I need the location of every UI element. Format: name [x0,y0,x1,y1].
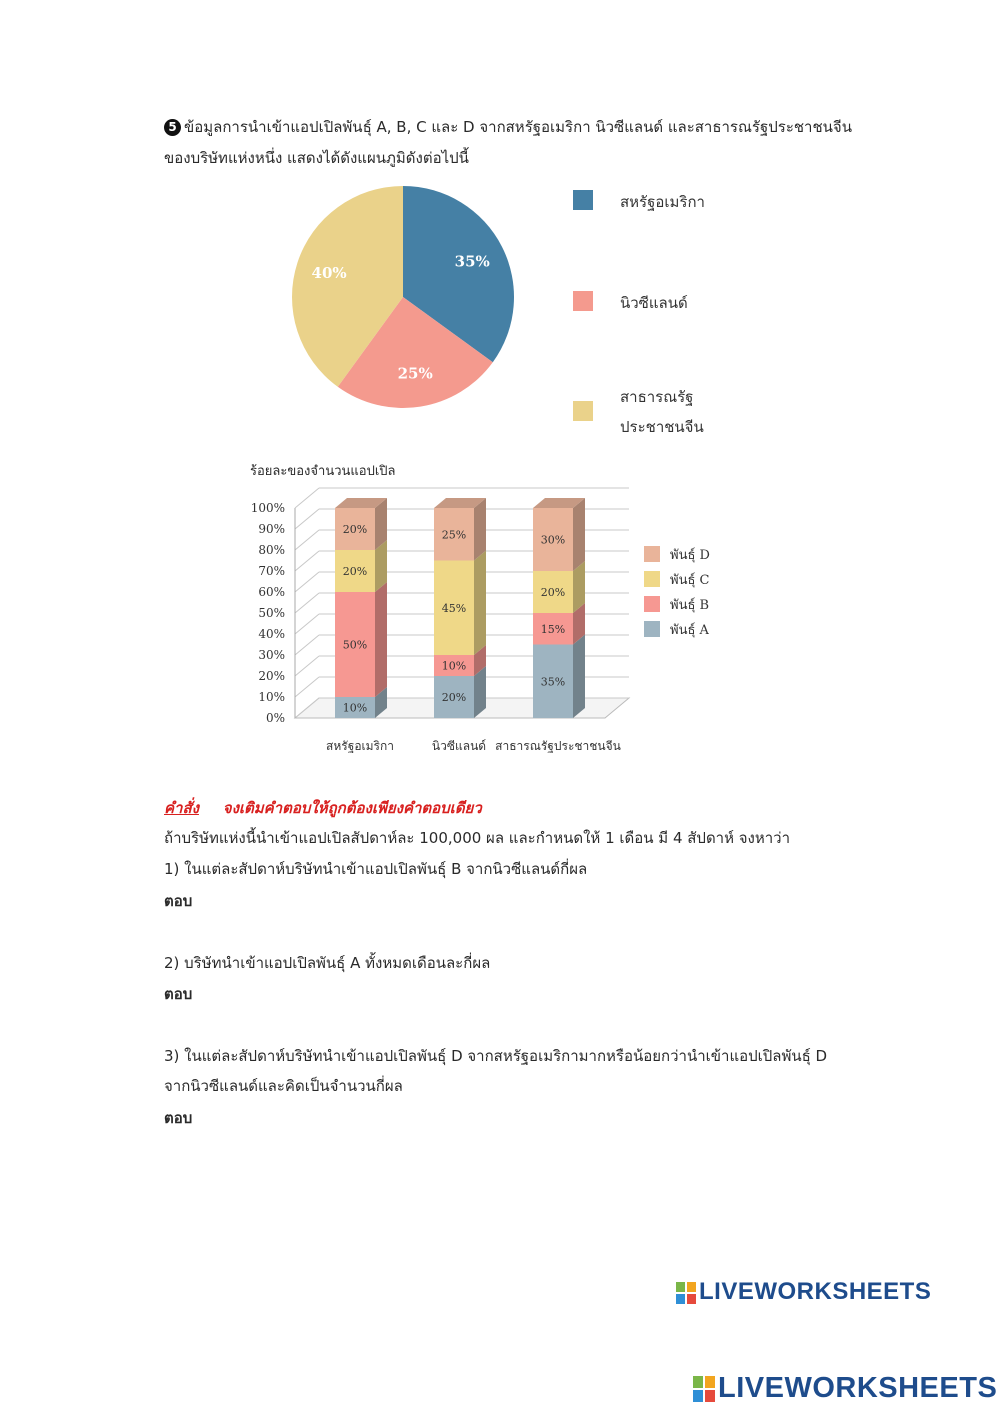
bar-side-0-1 [375,582,387,697]
bar-legend-label-2: พันธุ์ B [670,598,710,613]
y-tick-label-7: 70% [258,564,285,578]
stacked-bar-chart [240,478,740,763]
y-tick-label-5: 50% [258,606,285,620]
y-tick-label-6: 60% [258,585,285,599]
bar-value-label-0-2: 20% [342,565,368,578]
grid-diag-4 [295,614,319,634]
problem-statement: ถ้าบริษัทแห่งนี้นำเข้าแอปเปิลสัปดาห์ละ 100,000 ผล และกำหนดให้ 1 เดือน มี 4 สัปดาห์ จงหาว่า [164,829,791,847]
answer-label-2[interactable]: ตอบ [164,985,193,1003]
liveworksheets-footer-mark-icon [693,1376,715,1402]
question-3-line-2: จากนิวซีแลนด์และคิดเป็นจำนวนกี่ผล [164,1077,403,1095]
bar-value-label-2-3: 30% [540,533,566,547]
grid-diag-6 [295,572,319,592]
bar-side-2-0 [573,635,585,719]
footer-logo-text: LIVEWORKSHEETS [718,1372,998,1404]
legend-label-nz: นิวซีแลนด์ [620,294,688,312]
pie-chart [280,185,530,435]
y-tick-label-2: 20% [258,669,285,683]
bar-value-label-1-2: 45% [441,601,467,615]
y-tick-label-9: 90% [258,522,285,536]
intro-line-1 [164,115,852,139]
grid-diag-1 [295,677,319,697]
instruction-line [164,796,482,820]
bar-value-label-0-1: 50% [342,638,368,652]
intro-line-2: ของบริษัทแห่งหนึ่ง แสดงได้ดังแผนภูมิดังต่อไปนี้ [164,149,469,167]
question-2: 2) บริษัทนำเข้าแอปเปิลพันธุ์ A ทั้งหมดเดือนละกี่ผล [164,954,491,972]
y-tick-label-0: 0% [265,711,285,725]
bar-legend-swatch-2 [644,596,660,612]
pie-slice-label-0: 35% [454,252,490,271]
bar-legend-swatch-3 [644,621,660,637]
bar-value-label-0-0: 10% [342,701,368,715]
bar-value-label-2-2: 20% [540,586,566,599]
grid-diag-7 [295,551,319,571]
legend-label-china-2: ประชาชนจีน [620,418,704,436]
bar-legend-swatch-1 [644,571,660,587]
grid-diag-9 [295,509,319,529]
grid-diag-10 [295,488,319,508]
bar-value-label-1-3: 25% [441,528,467,542]
bar-legend-label-3: พันธุ์ A [670,623,709,638]
question-1: 1) ในแต่ละสัปดาห์บริษัทนำเข้าแอปเปิลพันธุ์ B จากนิวซีแลนด์กี่ผล [164,860,588,878]
answer-label-1[interactable]: ตอบ [164,892,193,910]
x-category-label-0: สหรัฐอเมริกา [326,739,394,753]
answer-label-3[interactable]: ตอบ [164,1109,193,1127]
instruction-text: จงเติมคำตอบให้ถูกต้องเพียงคำตอบเดียว [222,799,482,817]
y-tick-label-8: 80% [258,543,285,557]
pie-slice-label-2: 40% [311,263,347,282]
legend-label-usa: สหรัฐอเมริกา [620,193,705,211]
grid-diag-5 [295,593,319,613]
y-tick-label-3: 30% [258,648,285,662]
y-tick-label-10: 100% [250,501,285,515]
legend-swatch-usa [573,190,593,210]
bar-legend-swatch-0 [644,546,660,562]
bar-side-2-3 [573,498,585,571]
bar-value-label-2-0: 35% [540,675,566,689]
bar-legend-label-0: พันธุ์ D [670,548,710,563]
bar-value-label-2-1: 15% [540,622,566,636]
grid-diag-3 [295,635,319,655]
number-badge: 5 [164,119,181,136]
y-tick-label-4: 40% [258,627,285,641]
bar-legend-label-1: พันธุ์ C [670,573,710,588]
legend-swatch-china [573,401,593,421]
bar-side-1-3 [474,498,486,561]
y-tick-label-1: 10% [258,690,285,704]
question-3-line-1: 3) ในแต่ละสัปดาห์บริษัทนำเข้าแอปเปิลพันธุ์ D จากสหรัฐอเมริกามากหรือน้อยกว่านำเข้าแอปเปิลพันธุ์ D [164,1047,828,1065]
instruction-heading: คำสั่ง [164,799,199,817]
bar-side-1-2 [474,551,486,656]
pie-slice-label-1: 25% [397,364,433,383]
logo-text: LIVEWORKSHEETS [699,1278,932,1305]
x-category-label-1: นิวซีแลนด์ [431,739,487,753]
bar-value-label-1-0: 20% [441,691,467,704]
intro-text-1: ข้อมูลการนำเข้าแอปเปิลพันธุ์ A, B, C และ D จากสหรัฐอเมริกา นิวซีแลนด์ และสาธารณรัฐประชาชนจีน [184,118,852,136]
liveworksheets-footer-logo [693,1372,997,1405]
x-category-label-2: สาธารณรัฐประชาชนจีน [495,739,621,753]
legend-label-china-1: สาธารณรัฐ [620,388,694,406]
liveworksheets-mark-icon [676,1282,696,1304]
grid-diag-2 [295,656,319,676]
bar-value-label-0-3: 20% [342,523,368,536]
legend-swatch-nz [573,291,593,311]
bar-chart-ylabel: ร้อยละของจำนวนแอปเปิล [250,464,396,479]
grid-diag-8 [295,530,319,550]
bar-value-label-1-1: 10% [441,659,467,673]
liveworksheets-logo [676,1278,931,1306]
